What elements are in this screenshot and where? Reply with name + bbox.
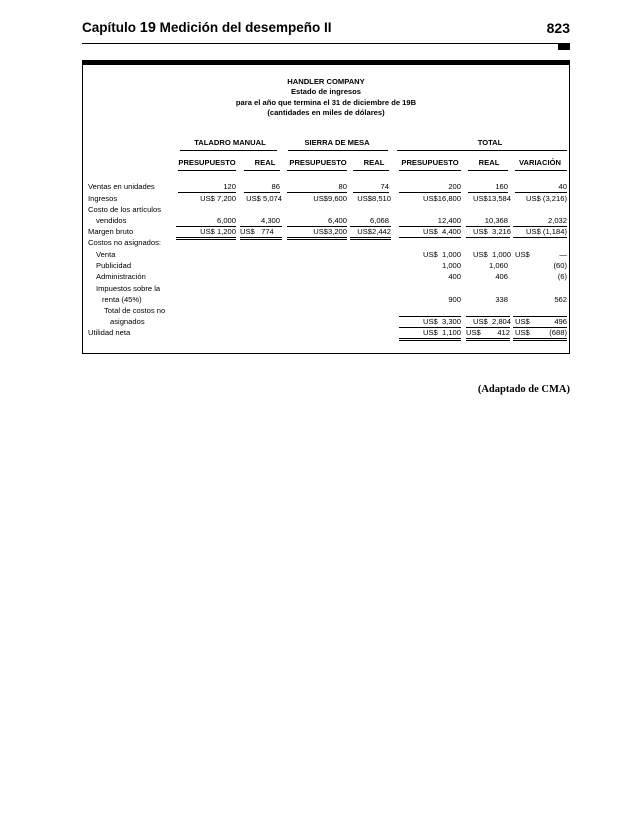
header-rule bbox=[244, 170, 280, 171]
cell-rule bbox=[399, 340, 461, 341]
table-cell: US$ 4,400 bbox=[423, 227, 461, 236]
row-label-tax-cont: renta (45%) bbox=[102, 295, 142, 304]
col-header: REAL bbox=[363, 158, 385, 167]
table-cell: US$ 2,804 bbox=[473, 317, 511, 326]
table-cell: 6,000 bbox=[216, 216, 236, 225]
row-label-sales: Venta bbox=[96, 250, 116, 259]
cell-rule bbox=[287, 192, 347, 193]
cell-rule bbox=[513, 237, 567, 238]
cell-rule bbox=[468, 192, 508, 193]
row-label-units: Ventas en unidades bbox=[88, 182, 155, 191]
cell-rule bbox=[350, 239, 391, 240]
cell-rule bbox=[240, 237, 282, 238]
table-cell: 86 bbox=[271, 182, 280, 191]
table-cell: US$ bbox=[515, 250, 530, 259]
chapter-title: Medición del desempeño II bbox=[159, 20, 332, 35]
table-cell: US$ 1,000 bbox=[423, 250, 461, 259]
table-cell: 120 bbox=[223, 182, 236, 191]
row-label-total-cont: asignados bbox=[110, 317, 145, 326]
header-rule bbox=[468, 170, 508, 171]
table-cell: 412 bbox=[497, 328, 510, 337]
statement-title: Estado de ingresos bbox=[290, 87, 362, 97]
header-rule bbox=[82, 43, 570, 44]
cell-rule bbox=[515, 192, 567, 193]
table-cell: US$ 774 bbox=[240, 227, 274, 236]
cell-rule bbox=[466, 237, 510, 238]
page-header bbox=[82, 20, 570, 42]
table-cell: 496 bbox=[554, 317, 567, 326]
cell-rule bbox=[513, 338, 567, 339]
cell-rule bbox=[399, 237, 461, 238]
table-cell: US$ 7,200 bbox=[200, 194, 236, 203]
chapter-heading bbox=[82, 20, 331, 36]
table-cell: 160 bbox=[495, 182, 508, 191]
cell-rule bbox=[287, 237, 347, 238]
table-cell: 400 bbox=[448, 272, 461, 281]
cell-rule bbox=[350, 237, 391, 238]
chapter-number: 19 bbox=[139, 20, 156, 36]
table-cell: US$ 3,300 bbox=[423, 317, 461, 326]
table-cell: 338 bbox=[495, 295, 508, 304]
table-cell: (60) bbox=[553, 261, 567, 270]
table-cell: US$ 5,074 bbox=[246, 194, 282, 203]
cell-rule bbox=[399, 192, 461, 193]
cell-rule bbox=[466, 340, 510, 341]
row-label-unassigned: Costos no asignados: bbox=[88, 238, 162, 247]
row-label-tax: Impuestos sobre la bbox=[96, 284, 161, 293]
source-note: (Adaptado de CMA) bbox=[477, 384, 570, 395]
cell-rule bbox=[399, 338, 461, 339]
table-cell: 2,032 bbox=[547, 216, 567, 225]
table-cell: US$13,584 bbox=[473, 194, 511, 203]
col-header: PRESUPUESTO bbox=[178, 158, 236, 167]
table-cell: US$ 1,000 bbox=[473, 250, 511, 259]
table-cell: US$16,800 bbox=[423, 194, 461, 203]
row-label-advertising: Publicidad bbox=[96, 261, 132, 270]
header-thumb-tab bbox=[558, 44, 570, 50]
table-cell: US$ bbox=[515, 317, 530, 326]
group-header-saw: SIERRA DE MESA bbox=[304, 138, 370, 147]
table-cell: 74 bbox=[380, 182, 389, 191]
cell-rule bbox=[466, 338, 510, 339]
row-label-total: Total de costos no bbox=[104, 306, 166, 315]
table-cell: US$2,442 bbox=[357, 227, 391, 236]
cell-rule bbox=[244, 192, 280, 193]
header-rule bbox=[287, 170, 347, 171]
table-cell: US$8,510 bbox=[357, 194, 391, 203]
table-cell: US$ bbox=[515, 328, 530, 337]
table-cell: US$ 1,100 bbox=[423, 328, 461, 337]
table-cell: US$ 1,200 bbox=[200, 227, 236, 236]
col-header: PRESUPUESTO bbox=[289, 158, 347, 167]
table-cell: US$ 3,216 bbox=[473, 227, 511, 236]
cell-rule bbox=[240, 239, 282, 240]
statement-period: para el año que termina el 31 de diciembre de 19B bbox=[235, 97, 417, 107]
col-header: REAL bbox=[478, 158, 500, 167]
table-cell: 12,400 bbox=[437, 216, 461, 225]
row-label-admin: Administración bbox=[96, 272, 146, 281]
table-cell: 4,300 bbox=[260, 216, 280, 225]
row-label-revenue: Ingresos bbox=[88, 194, 118, 203]
table-cell: US$ bbox=[466, 328, 481, 337]
table-cell: US$9,600 bbox=[313, 194, 347, 203]
statement-units: (cantidades en miles de dólares) bbox=[267, 107, 385, 117]
company-name: HANDLER COMPANY bbox=[287, 77, 365, 86]
table-cell: (688) bbox=[549, 328, 567, 337]
table-cell: US$ (1,184) bbox=[526, 227, 567, 236]
cell-rule bbox=[178, 192, 236, 193]
cell-rule bbox=[287, 239, 347, 240]
group-rule bbox=[180, 150, 277, 151]
table-cell: 406 bbox=[495, 272, 508, 281]
page-number: 823 bbox=[546, 20, 570, 36]
header-rule bbox=[515, 170, 567, 171]
table-cell: US$ (3,216) bbox=[526, 194, 567, 203]
table-cell: 6,068 bbox=[369, 216, 389, 225]
table-cell: 1,000 bbox=[441, 261, 461, 270]
col-header: REAL bbox=[254, 158, 276, 167]
group-header-total: TOTAL bbox=[477, 138, 503, 147]
table-cell: 900 bbox=[448, 295, 461, 304]
row-label-gross: Margen bruto bbox=[88, 227, 134, 236]
table-cell: (6) bbox=[557, 272, 567, 281]
statement-title-block bbox=[82, 77, 570, 118]
row-label-cogs: Costo de los artículos bbox=[88, 205, 162, 214]
cell-rule bbox=[176, 239, 236, 240]
table-cell: 10,368 bbox=[484, 216, 508, 225]
cell-rule bbox=[513, 340, 567, 341]
group-header-drill: TALADRO MANUAL bbox=[194, 138, 266, 147]
header-rule bbox=[353, 170, 389, 171]
col-header: VARIACIÓN bbox=[518, 158, 562, 167]
table-cell: 1,060 bbox=[488, 261, 508, 270]
table-cell: — bbox=[559, 250, 567, 259]
table-cell: 80 bbox=[338, 182, 347, 191]
table-cell: 562 bbox=[554, 295, 567, 304]
chapter-label: Capítulo bbox=[82, 20, 136, 35]
group-rule bbox=[288, 150, 388, 151]
col-header: PRESUPUESTO bbox=[401, 158, 459, 167]
table-cell: 40 bbox=[558, 182, 567, 191]
cell-rule bbox=[176, 237, 236, 238]
group-rule bbox=[397, 150, 567, 151]
table-cell: 200 bbox=[448, 182, 461, 191]
table-cell: US$3,200 bbox=[313, 227, 347, 236]
row-label-net: Utilidad neta bbox=[88, 328, 131, 337]
header-rule bbox=[178, 170, 236, 171]
cell-rule bbox=[353, 192, 389, 193]
row-label-cogs-cont: vendidos bbox=[96, 216, 127, 225]
table-cell: 6,400 bbox=[327, 216, 347, 225]
header-rule bbox=[399, 170, 461, 171]
